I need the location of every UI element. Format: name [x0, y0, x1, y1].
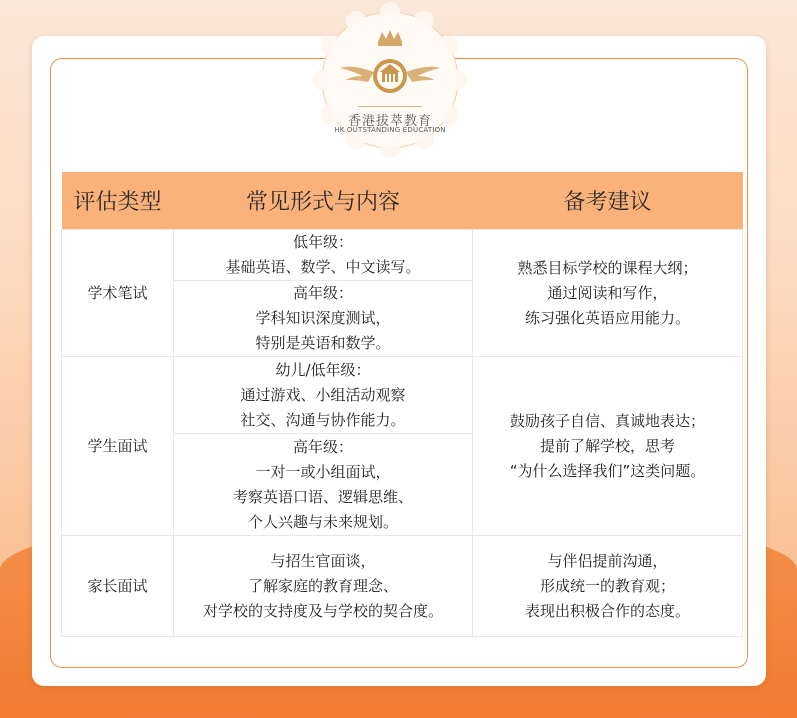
- type-cell: 家长面试: [62, 536, 174, 637]
- logo-name-cn: 香港拔萃教育: [347, 114, 432, 129]
- form-cell: [174, 434, 473, 536]
- advice-line: 鼓励孩子自信、真诚地表达；: [509, 411, 705, 430]
- advice-line: 熟悉目标学校的课程大纲；: [517, 258, 698, 277]
- form-line: 低年级：: [292, 233, 353, 251]
- form-line: 学科知识深度测试，: [255, 309, 391, 327]
- form-line: 一对一或小组面试，: [255, 462, 391, 481]
- form-line: 考察英语口语、逻辑思维、: [232, 487, 413, 506]
- form-line: 高年级：: [292, 284, 353, 302]
- header-assessment-type: 评估类型: [62, 172, 174, 230]
- advice-line: 与伴侣提前沟通，: [547, 551, 668, 570]
- table-row: [62, 357, 743, 434]
- advice-line: “为什么选择我们”这类问题。: [509, 461, 706, 480]
- advice-cell: [473, 357, 743, 536]
- logo-name-en: HK OUTSTANDING EDUCATION: [334, 126, 446, 134]
- advice-line: 形成统一的教育观；: [539, 576, 675, 595]
- type-cell: 学术笔试: [62, 230, 174, 357]
- form-cell: [174, 281, 473, 357]
- form-line: 基础英语、数学、中文读写。: [225, 258, 421, 276]
- form-line: 通过游戏、小组活动观察: [240, 385, 406, 404]
- form-line: 对学校的支持度及与学校的契合度。: [202, 601, 443, 620]
- advice-line: 提前了解学校，思考: [539, 436, 675, 455]
- logo-badge-icon: [312, 2, 468, 158]
- form-cell: [174, 230, 473, 281]
- advice-cell: [473, 230, 743, 357]
- header-forms-content: 常见形式与内容: [174, 172, 473, 230]
- table-header-row: [62, 172, 743, 230]
- advice-cell: [473, 536, 743, 637]
- form-line: 与招生官面谈，: [270, 551, 376, 570]
- advice-line: 通过阅读和写作，: [547, 283, 668, 302]
- advice-line: 表现出积极合作的态度。: [524, 601, 690, 620]
- type-cell: 学生面试: [62, 357, 174, 536]
- brand-logo: [312, 2, 468, 158]
- form-line: 特别是英语和数学。: [255, 334, 391, 352]
- form-line: 个人兴趣与未来规划。: [247, 512, 398, 531]
- header-prep-advice: 备考建议: [473, 172, 743, 230]
- form-line: 了解家庭的教育理念、: [247, 576, 398, 595]
- assessment-table: [61, 172, 743, 637]
- form-cell: [174, 536, 473, 637]
- table-row: [62, 230, 743, 281]
- form-cell: [174, 357, 473, 434]
- form-line: 高年级：: [292, 437, 353, 456]
- form-line: 社交、沟通与协作能力。: [240, 410, 406, 429]
- advice-line: 练习强化英语应用能力。: [524, 308, 690, 327]
- form-line: 幼儿/低年级：: [275, 360, 371, 379]
- table-row: [62, 536, 743, 637]
